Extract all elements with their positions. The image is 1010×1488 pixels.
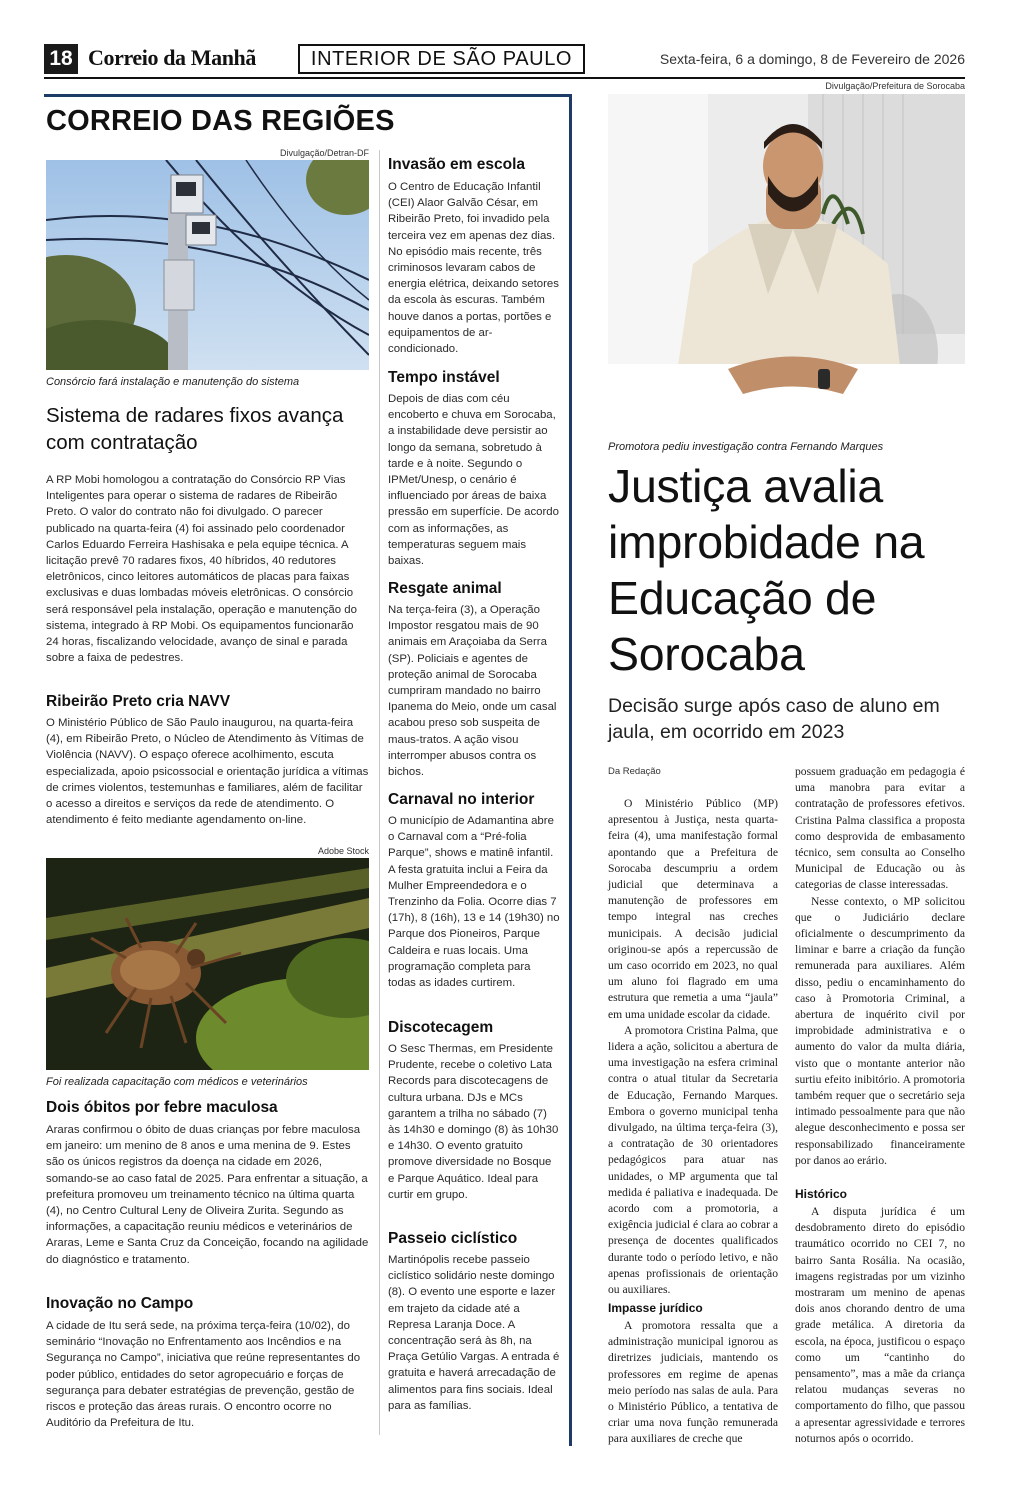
discotecagem-body: O Sesc Thermas, em Presidente Prudente, recebe o coletivo Lata Records para discotecagens de cultura urbana. DJs e MCs garantem a trilha no sábado (7) às 14h30 e domingo (8) às 10h30 e 14h30. O evento gratuito promove diversidade no Bosque e Parque Aquático. Ideal para curtir em grupo. [388, 1043, 559, 1201]
photo-credit: Divulgação/Prefeitura de Sorocaba [825, 81, 965, 91]
feature-deck: Decisão surge após caso de aluno em jaula, em ocorrido em 2023 [608, 695, 940, 743]
article-paragraph: Nesse contexto, o MP solicitou que o Judiciário declare oficialmente o descumprimento da liminar e barre a criação da função remunerada para auxiliares. Além disso, pediu o encaminhamento do caso à Promotoria Criminal, a abertura de inquérito civil por improbidade administrativa e o aumento do valor da multa diária, visto que o montante anterior não surtiu efeito inibitório. A promotoria também requer que o secretário seja intimado pessoalmente para que não alegue desconhecimento e possa ser responsabilizado financeiramente por danos ao erário. [795, 894, 965, 1167]
page-number: 18 [44, 44, 78, 74]
historico-heading: Histórico [795, 1187, 848, 1201]
tempo-body: Depois de dias com céu encoberto e chuva em Sorocaba, a instabilidade deve persistir ao longo da semana, sobretudo à tarde e à noite. Segundo o IPMet/Unesp, o cenário é influenciado por áreas de baixa pressão em superfície. De acordo com as informações, as temperaturas seguem mais baixas. [388, 393, 559, 568]
article-paragraph: O Ministério Público (MP) apresentou à Justiça, nesta quarta-feira (4), uma manifestação formal apontando que a Prefeitura de Sorocaba descumpriu a ordem judicial que determinava a manutenção de professores em tempo integral nas creches municipais. A decisão judicial originou-se após a repercussão de um caso ocorrido em 2023, no qual um aluno foi flagrado em uma estrutura que remetia a uma “jaula” em uma unidade escolar da cidade. [608, 797, 778, 1021]
carnaval-heading: Carnaval no interior [388, 791, 535, 808]
section-label: INTERIOR DE SÃO PAULO [298, 44, 585, 74]
header-divider [44, 77, 965, 79]
lead-headline: Sistema de radares fixos avança com contratação [46, 404, 344, 454]
feature-headline: Justiça avalia improbidade na Educação de Sorocaba [608, 460, 925, 680]
radar-photo [46, 160, 369, 370]
photo-caption: Foi realizada capacitação com médicos e veterinários [46, 1076, 308, 1088]
febre-body: Araras confirmou o óbito de duas crianças por febre maculosa em janeiro: um menino de 8 anos e uma menina de 9. Estes são os únicos registros da doença na cidade em 2026, somando-se ao caso fatal de 2025. Para enfrentar a situação, a prefeitura promoveu um treinamento técnico na última quarta (4), no Centro Cultural Leny de Oliveira Zurita. Segundo as informações, a capacitação reuniu médicos e veterinários de Araras, Leme e Santa Cruz da Conceição, focando na agilidade do diagnóstico e tratamento. [46, 1124, 369, 1266]
febre-heading: Dois óbitos por febre maculosa [46, 1099, 278, 1116]
article-paragraph: A promotora Cristina Palma, que lidera a ação, solicitou a abertura de uma investigação na esfera criminal contra o atual titular da Secretaria de Educação, Fernando Marques. Embora o governo municipal tenha divulgado, na última terça-feira (3), a contratação de 30 orientadores pedagógicos para atuar nas unidades, o MP argumenta que tal medida é paliativa e inadequada. De acordo com a promotoria, a exigência judicial é clara ao cobrar a presença de docentes qualificados durante todo o período letivo, e não apenas profissionais de orientação ou auxiliares. [608, 1023, 778, 1297]
photo-caption: Promotora pediu investigação contra Fernando Marques [608, 441, 884, 453]
photo-credit: Adobe Stock [317, 846, 369, 856]
discotecagem-heading: Discotecagem [388, 1019, 494, 1036]
article-col-1 [608, 796, 778, 1298]
resgate-heading: Resgate animal [388, 580, 502, 597]
resgate-body: Na terça-feira (3), a Operação Impostor resgatou mais de 90 animais em Araçoiaba da Serra (SP). Policiais e agentes de proteção animal de Sorocaba cumpriram mandado no bairro Ipanema do Meio, onde um casal acabou preso sob suspeita de maus-tratos. A ação visou interromper abusos contra os bichos. [388, 604, 557, 779]
impasse-heading: Impasse jurídico [608, 1301, 703, 1315]
feature-photo [608, 94, 965, 434]
inovacao-heading: Inovação no Campo [46, 1295, 194, 1312]
column-divider [379, 150, 380, 1435]
regions-title: CORREIO DAS REGIÕES [46, 105, 395, 137]
tempo-heading: Tempo instável [388, 369, 500, 386]
newspaper-logo: Correio da Manhã [88, 45, 256, 70]
passeio-body: Martinópolis recebe passeio ciclístico solidário neste domingo (8). O evento une esporte e lazer em trajeto da cidade até a Represa Laranja Doce. A concentração será às 8h, na Praça Getúlio Vargas. A entrada é gratuita e haverá arrecadação de alimentos para fins sociais. Ideal para as famílias. [388, 1254, 560, 1412]
article-col-2 [795, 764, 965, 1169]
invasao-body: O Centro de Educação Infantil (CEI) Alaor Galvão César, em Ribeirão Preto, foi invadido pela terceira vez em apenas dez dias. No episódio mais recente, três criminosos levaram cabos de energia elétrica, deixando setores da escola às escuras. Também houve danos a portas, portões e equipamentos de ar-condicionado. [388, 181, 559, 356]
navv-body: O Ministério Público de São Paulo inaugurou, na quarta-feira (4), em Ribeirão Preto, o Núcleo de Atendimento às Vítimas de Violência (NAVV). O espaço oferece acolhimento, escuta especializada, apoio psicossocial e orientação jurídica a vítimas de crimes violentos, testemunhas e familiares, além de facilitar o acesso a direitos e serviços da rede de atendimento. O atendimento é feito mediante agendamento on-line. [46, 717, 369, 827]
issue-date: Sexta-feira, 6 a domingo, 8 de Fevereiro de 2026 [659, 51, 965, 67]
inovacao-body: A cidade de Itu será sede, na próxima terça-feira (10/02), do seminário “Inovação no Enfrentamento aos Incêndios e na Segurança no Campo”, iniciativa que reúne representantes do poder público, entidades do setor agropecuário e forças de segurança para debater estratégias de prevenção, gestão de riscos e proteção das áreas rurais. O encontro ocorre no Auditório da Prefeitura de Itu. [46, 1320, 361, 1430]
navv-heading: Ribeirão Preto cria NAVV [46, 693, 231, 710]
article-paragraph: possuem graduação em pedagogia é uma manobra para evitar a contratação de professores efetivos. Cristina Palma classifica a proposta como desprovida de embasamento técnico, sem consulta ao Conselho Municipal de Educação ou às categorias de classe interessadas. [795, 765, 965, 892]
photo-credit: Divulgação/Detran-DF [279, 148, 369, 158]
lead-body: A RP Mobi homologou a contratação do Consórcio RP Vias Inteligentes para operar o sistema de radares de Ribeirão Preto. O valor do contrato não foi divulgado. O parecer publicado na quarta-feira (4) foi assinado pelo coordenador Carlos Eduardo Ferreira Hashisaka e pela equipe técnica. A licitação prevê 70 radares fixos, 40 híbridos, 40 redutores eletrônicos, cinco leitores automáticos de placas para faixas exclusivas e duas lombadas móveis eletrônicas. O consórcio será responsável pela instalação, operação e manutenção do sistema, integrado à RP Mobi. Os equipamentos funcionarão 24 horas, fiscalizando velocidade, avanço de sinal e parada sobre a faixa de pedestres. [46, 474, 357, 665]
byline: Da Redação [608, 766, 661, 777]
article-col-2b [795, 1204, 965, 1447]
tick-photo [46, 858, 369, 1070]
photo-caption: Consórcio fará instalação e manutenção do sistema [46, 376, 300, 388]
article-paragraph: A disputa jurídica é um desdobramento direto do episódio traumático ocorrido no CEI 7, no bairro Santa Rosália. Na ocasião, imagens registradas por um vizinho mostraram um menino de apenas dois anos chorando dentro de uma grade metálica. A diretoria da escola, na época, justificou o espaço como um “cantinho do pensamento”, mas a mãe da criança relatou mudanças severas no comportamento do filho, que passou a apresentar agressividade e terrores noturnos após o ocorrido. [795, 1205, 965, 1445]
invasao-heading: Invasão em escola [388, 156, 525, 173]
article-paragraph: A promotora ressalta que a administração municipal ignorou as diretrizes judiciais, mantendo os professores em regime de apenas meio período nas salas de aula. Para o Ministério Público, a tentativa de criar uma nova função remunerada para auxiliares de creche que [608, 1319, 778, 1446]
carnaval-body: O município de Adamantina abre o Carnaval com a “Pré-folia Parque”, shows e matinê infantil. A festa gratuita inclui a Feira da Mulher Empreendedora e o Trenzinho da Folia. Ocorre dias 7 (17h), 8 (16h), 13 e 14 (19h30) no Parque dos Pioneiros, Parque Caldeira e ruas locais. Uma programação completa para todas as idades curtirem. [388, 815, 560, 990]
article-col-1b [608, 1318, 778, 1448]
passeio-heading: Passeio ciclístico [388, 1230, 518, 1247]
